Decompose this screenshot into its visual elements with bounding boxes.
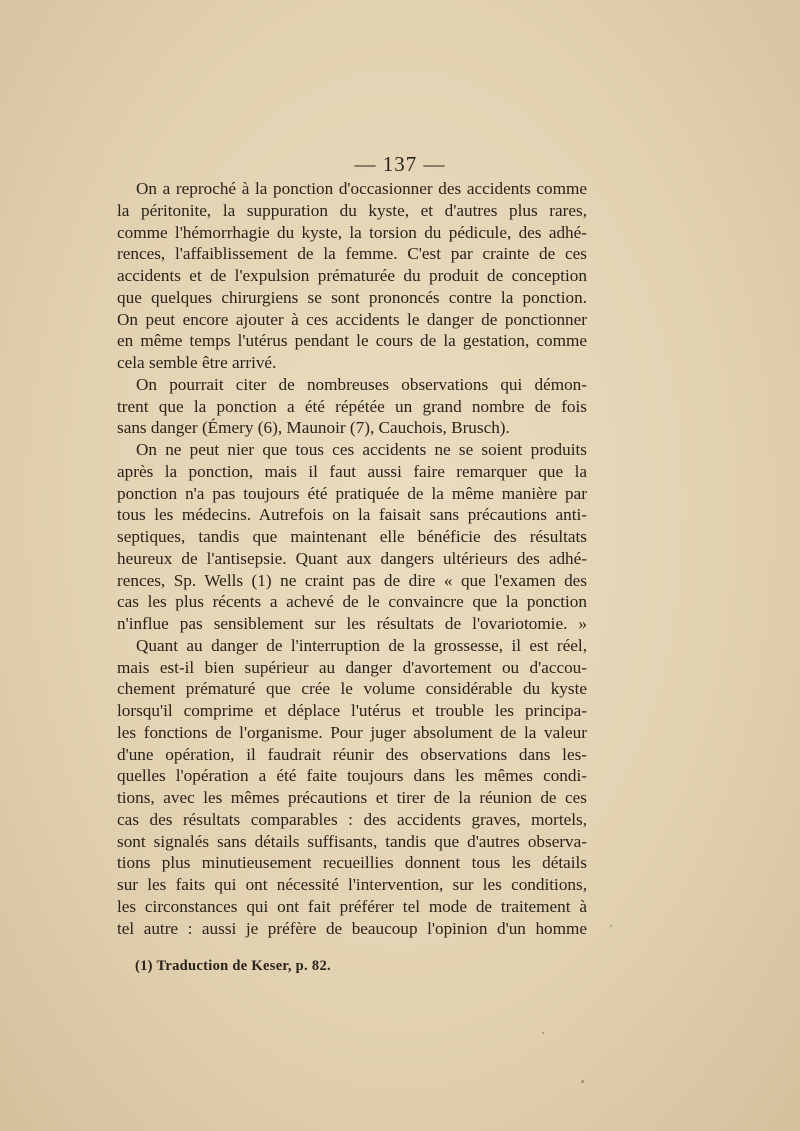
- text-line: que quelques chirurgiens se sont prononcés contre la ponction.: [117, 287, 587, 307]
- text-line: tions plus minutieusement recueillies donnent tous les détails: [117, 853, 587, 873]
- text-line: On peut encore ajouter à ces accidents le danger de ponctionner: [117, 309, 587, 329]
- text-line: On pourrait citer de nombreuses observations qui démon-: [136, 374, 587, 394]
- text-line: en même temps l'utérus pendant le cours de la gestation, comme: [117, 331, 587, 351]
- page-number-header: — 137 —: [354, 152, 446, 176]
- paper-speck: [581, 1080, 584, 1083]
- body-text: [117, 178, 587, 939]
- text-line: tous les médecins. Autrefois on la faisait sans précautions anti-: [117, 505, 587, 525]
- text-line: On a reproché à la ponction d'occasionner des accidents comme: [136, 179, 587, 198]
- text-line: n'influe pas sensiblement sur les résultats de l'ovariotomie. »: [117, 614, 587, 633]
- text-line: quelles l'opération a été faite toujours dans les mêmes condi-: [117, 766, 587, 786]
- text-line: chement prématuré que crée le volume considérable du kyste: [117, 679, 587, 699]
- text-line: On ne peut nier que tous ces accidents ne se soient produits: [136, 440, 587, 459]
- text-line: d'une opération, il faudrait réunir des observations dans les-: [117, 744, 587, 764]
- text-line: sans danger (Émery (6), Maunoir (7), Cauchois, Brusch).: [117, 418, 510, 438]
- text-line: accidents et de l'expulsion prématurée du produit de conception: [117, 266, 587, 285]
- text-line: mais est-il bien supérieur au danger d'avortement ou d'accou-: [117, 657, 587, 677]
- text-line: cas les plus récents a achevé de le convaincre que la ponction: [117, 592, 587, 612]
- paper-speck: [542, 1032, 544, 1034]
- text-line: la péritonite, la suppuration du kyste, et d'autres plus rares,: [117, 200, 587, 220]
- text-line: trent que la ponction a été répétée un grand nombre de fois: [117, 396, 587, 416]
- text-line: comme l'hémorrhagie du kyste, la torsion du pédicule, des adhé-: [117, 222, 587, 242]
- text-line: cela semble être arrivé.: [117, 353, 277, 372]
- text-line: septiques, tandis que maintenant elle bénéficie des résultats: [117, 527, 587, 546]
- text-line: sont signalés sans détails suffisants, tandis que d'autres observa-: [117, 831, 587, 851]
- text-line: les circonstances qui ont fait préférer tel mode de traitement à: [117, 896, 587, 916]
- text-line: cas des résultats comparables : des accidents graves, mortels,: [117, 809, 587, 829]
- text-line: tel autre : aussi je préfère de beaucoup l'opinion d'un homme: [117, 918, 587, 938]
- text-line: sur les faits qui ont nécessité l'intervention, sur les conditions,: [117, 875, 587, 894]
- text-line: après la ponction, mais il faut aussi faire remarquer que la: [117, 461, 587, 481]
- paper-speck: [610, 925, 612, 927]
- text-line: tions, avec les mêmes précautions et tirer de la réunion de ces: [117, 788, 587, 807]
- text-line: lorsqu'il comprime et déplace l'utérus et trouble les principa-: [117, 701, 587, 720]
- text-line: heureux de l'antisepsie. Quant aux dangers ultérieurs des adhé-: [117, 548, 587, 568]
- text-line: rences, l'affaiblissement de la femme. C'est par crainte de ces: [117, 244, 587, 264]
- text-line: ponction n'a pas toujours été pratiquée de la même manière par: [117, 483, 587, 503]
- footnote: (1) Traduction de Keser, p. 82.: [135, 958, 331, 974]
- text-line: les fonctions de l'organisme. Pour juger absolument de la valeur: [117, 722, 587, 742]
- text-line: rences, Sp. Wells (1) ne craint pas de dire « que l'examen des: [117, 570, 587, 590]
- text-line: Quant au danger de l'interruption de la grossesse, il est réel,: [136, 635, 587, 655]
